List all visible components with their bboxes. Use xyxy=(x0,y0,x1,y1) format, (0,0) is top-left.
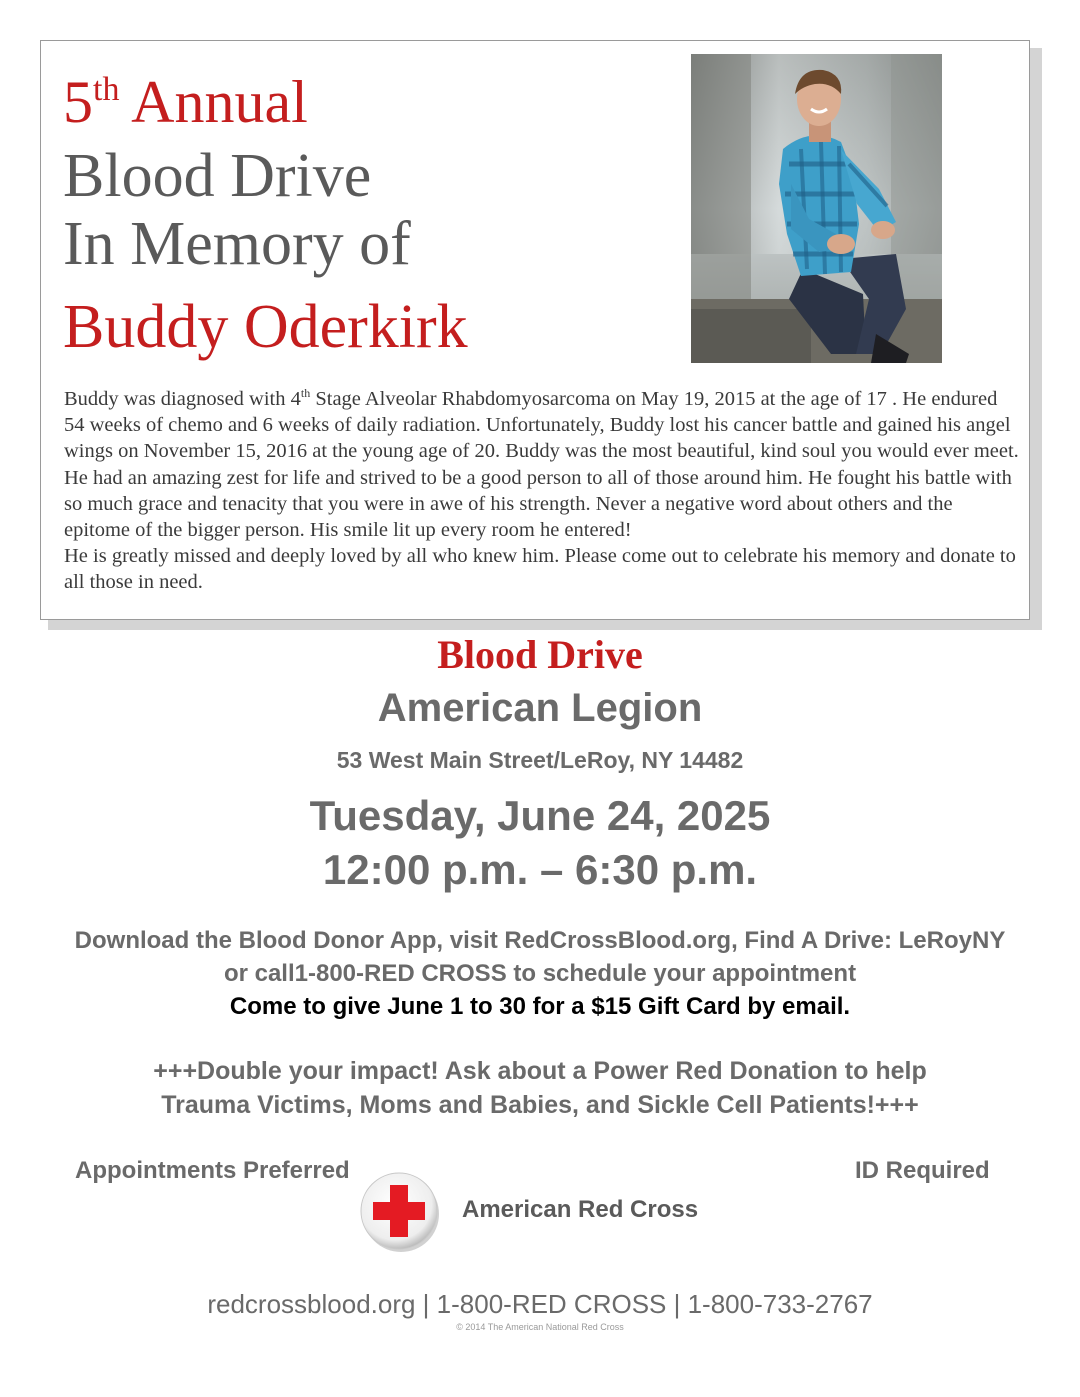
event-address: 53 West Main Street/LeRoy, NY 14482 xyxy=(336,747,744,773)
info-line-2: or call1-800-RED CROSS to schedule your appointment xyxy=(223,960,857,987)
event-date: Tuesday, June 24, 2025 xyxy=(309,792,771,839)
memorial-photo xyxy=(691,54,942,363)
id-required: ID Required xyxy=(855,1157,990,1184)
impact-line-1: +++Double your impact! Ask about a Power Red Donation to help xyxy=(153,1057,927,1085)
event-venue: American Legion xyxy=(377,686,703,730)
impact-line-2: Trauma Victims, Moms and Babies, and Sickle Cell Patients!+++ xyxy=(161,1091,919,1119)
annual-heading: 5th Annual xyxy=(63,69,308,135)
event-time: 12:00 p.m. – 6:30 p.m. xyxy=(322,846,758,893)
gift-card-note: Come to give June 1 to 30 for a $15 Gift Card by email. xyxy=(229,993,851,1020)
organization-name: American Red Cross xyxy=(462,1196,699,1223)
heading-in-memory: In Memory of xyxy=(63,210,411,278)
info-line-1: Download the Blood Donor App, visit RedCrossBlood.org, Find A Drive: LeRoyNY xyxy=(74,927,1006,954)
contact-line: redcrossblood.org | 1-800-RED CROSS | 1-800-733-2767 xyxy=(207,1289,873,1319)
copyright: © 2014 The American National Red Cross xyxy=(456,1322,624,1332)
honoree-name: Buddy Oderkirk xyxy=(63,293,468,361)
bio-paragraph-1: Buddy was diagnosed with 4th Stage Alveolar Rhabdomyosarcoma on May 19, 2015 at the age of 17 . He endured 54 weeks of chemo and 6 weeks of daily radiation. Unfortunately, Buddy lost his cancer battle and gained his angel wings on November 15, 2016 at the young age of 20. Buddy was the most beautiful, kind soul you would ever meet. He had an amazing zest for life and strived to be a good person to all of those around him. He fought his battle with so much grace and tenacity that you were in awe of his strength. Never a negative word about others and the epitome of the bigger person. His smile lit up every room he entered! xyxy=(64,386,1019,542)
red-cross-icon xyxy=(358,1170,442,1254)
appointments-preferred: Appointments Preferred xyxy=(75,1157,350,1184)
memorial-bio xyxy=(64,386,1019,596)
heading-blood-drive: Blood Drive xyxy=(63,142,372,210)
event-title: Blood Drive xyxy=(437,632,643,677)
bio-paragraph-2: He is greatly missed and deeply loved by all who knew him. Please come out to celebrate his memory and donate to all those in need. xyxy=(64,545,1016,594)
